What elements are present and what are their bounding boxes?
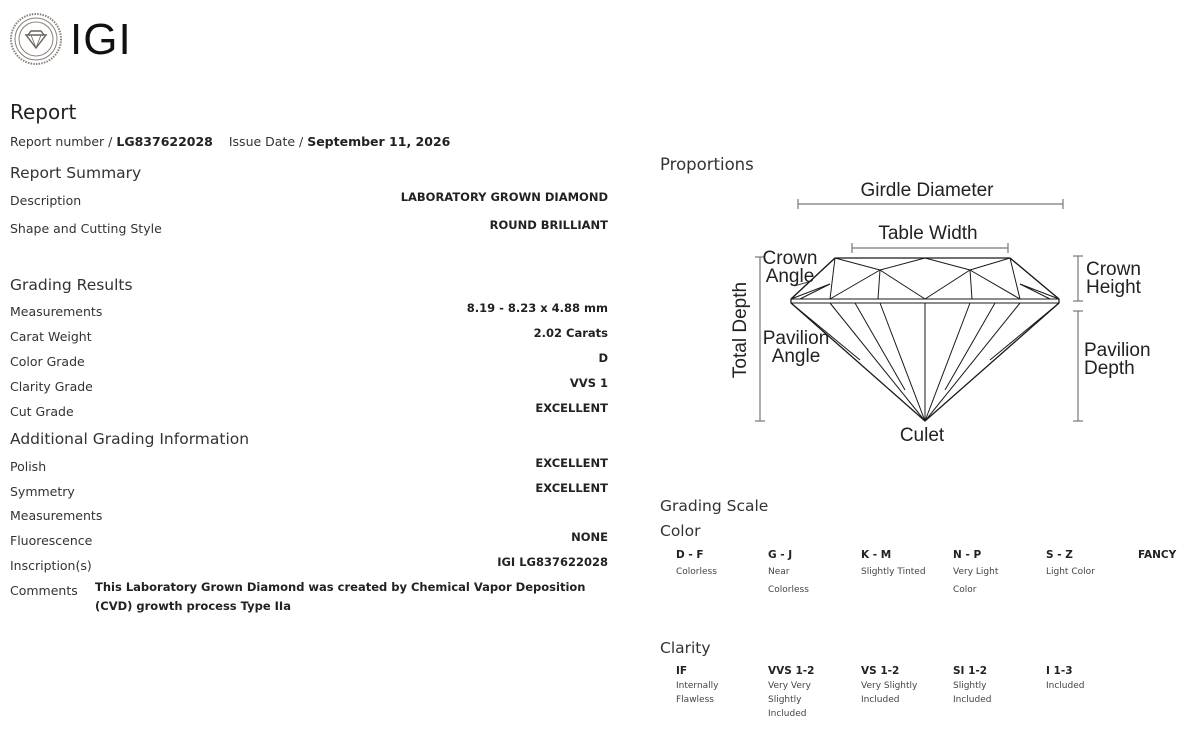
pavilion-angle-label-line1: Pavilion xyxy=(762,328,830,349)
crown-angle-label-line1: Crown xyxy=(762,248,818,269)
grading-label: Carat Weight xyxy=(10,329,92,344)
issue-date: September 11, 2026 xyxy=(307,134,451,149)
clarity-scale-title: Clarity xyxy=(660,639,711,657)
color-scale-code: K - M xyxy=(861,549,892,561)
report-number-label: Report number / xyxy=(10,134,113,149)
clarity-scale-desc: Included xyxy=(953,695,992,705)
pavilion-depth-label-line1: Pavilion xyxy=(1084,340,1151,361)
comments-label: Comments xyxy=(10,583,78,598)
color-scale-item xyxy=(861,549,951,581)
pavilion-angle-label-line2: Angle xyxy=(771,346,821,367)
grading-value: D xyxy=(598,351,608,365)
total-depth-label: Total Depth xyxy=(730,281,751,379)
clarity-scale-item xyxy=(768,665,858,721)
color-scale-desc: Colorless xyxy=(768,585,809,595)
report-meta xyxy=(10,134,450,149)
additional-value: EXCELLENT xyxy=(535,456,608,470)
additional-label: Polish xyxy=(10,459,47,474)
summary-value: ROUND BRILLIANT xyxy=(489,218,608,232)
grading-results-title: Grading Results xyxy=(10,276,133,294)
clarity-scale-desc: Slightly xyxy=(953,681,987,691)
clarity-scale-code: SI 1-2 xyxy=(953,665,988,677)
clarity-scale-desc: Slightly xyxy=(768,695,802,705)
color-scale-item xyxy=(768,549,858,599)
color-scale-desc: Slightly Tinted xyxy=(861,567,926,577)
comments-text: This Laboratory Grown Diamond was created by Chemical Vapor Deposition (CVD) growth process Type IIa xyxy=(95,580,586,613)
grading-scale-title: Grading Scale xyxy=(660,497,769,515)
girdle-diameter-label: Girdle Diameter xyxy=(860,180,994,201)
grading-label: Color Grade xyxy=(10,354,85,369)
diamond-proportions-diagram xyxy=(720,170,1160,460)
grading-label: Measurements xyxy=(10,304,103,319)
additional-label: Measurements xyxy=(10,508,103,523)
clarity-scale-code: VS 1-2 xyxy=(861,665,900,677)
clarity-scale-code: VVS 1-2 xyxy=(768,665,815,677)
color-scale-desc: Colorless xyxy=(676,567,717,577)
clarity-scale-desc: Included xyxy=(861,695,900,705)
color-scale-desc: Color xyxy=(953,585,977,595)
clarity-scale-item xyxy=(953,665,1043,707)
clarity-scale-item xyxy=(861,665,951,707)
issue-date-label: Issue Date / xyxy=(228,134,304,149)
clarity-scale-code: I 1-3 xyxy=(1046,665,1073,677)
clarity-scale-desc: Very Very xyxy=(768,681,811,691)
color-scale-title: Color xyxy=(660,522,701,540)
report-number: LG837622028 xyxy=(116,134,213,149)
additional-label: Symmetry xyxy=(10,484,75,499)
color-scale-desc: Near xyxy=(768,567,790,577)
color-scale-item xyxy=(1046,549,1136,581)
color-scale-item xyxy=(676,549,766,581)
color-scale-code: S - Z xyxy=(1046,549,1073,561)
grading-value: 2.02 Carats xyxy=(533,326,608,340)
igi-seal-icon xyxy=(10,13,62,65)
pavilion-depth-label-line2: Depth xyxy=(1084,358,1135,379)
additional-value: IGI LG837622028 xyxy=(497,555,608,569)
grading-label: Clarity Grade xyxy=(10,379,93,394)
proportions-title: Proportions xyxy=(660,155,754,174)
additional-value: EXCELLENT xyxy=(535,481,608,495)
color-scale-code: N - P xyxy=(953,549,982,561)
color-scale-item xyxy=(1138,549,1196,561)
grading-value: 8.19 - 8.23 x 4.88 mm xyxy=(466,301,608,315)
summary-label: Shape and Cutting Style xyxy=(10,221,162,236)
igi-logo-text: IGI xyxy=(70,15,132,64)
clarity-scale-desc: Flawless xyxy=(676,695,714,705)
grading-value: VVS 1 xyxy=(569,376,608,390)
clarity-scale-desc: Included xyxy=(768,709,807,719)
summary-value: LABORATORY GROWN DIAMOND xyxy=(400,190,608,204)
summary-label: Description xyxy=(10,193,82,208)
clarity-scale-desc: Included xyxy=(1046,681,1085,691)
grading-label: Cut Grade xyxy=(10,404,74,419)
additional-label: Fluorescence xyxy=(10,533,93,548)
color-scale-item xyxy=(953,549,1043,599)
grading-value: EXCELLENT xyxy=(535,401,608,415)
color-scale-code: D - F xyxy=(676,549,704,561)
culet-label: Culet xyxy=(899,425,945,446)
clarity-scale-desc: Internally xyxy=(676,681,719,691)
color-scale-desc: Very Light xyxy=(953,567,999,577)
crown-angle-label-line2: Angle xyxy=(765,266,815,287)
clarity-scale-desc: Very Slightly xyxy=(861,681,918,691)
color-scale-desc: Light Color xyxy=(1046,567,1095,577)
color-scale-code: FANCY xyxy=(1138,549,1177,561)
additional-info-title: Additional Grading Information xyxy=(10,430,250,448)
crown-height-label-line2: Height xyxy=(1086,277,1141,298)
report-summary-title: Report Summary xyxy=(10,164,142,182)
color-scale-code: G - J xyxy=(768,549,793,561)
additional-label: Inscription(s) xyxy=(10,558,92,573)
clarity-scale-code: IF xyxy=(676,665,688,677)
additional-value: NONE xyxy=(571,530,608,544)
clarity-scale-item xyxy=(1046,665,1136,693)
clarity-scale-item xyxy=(676,665,766,707)
crown-height-label-line1: Crown xyxy=(1086,259,1141,280)
table-width-label: Table Width xyxy=(878,223,978,244)
report-title: Report xyxy=(10,100,77,124)
